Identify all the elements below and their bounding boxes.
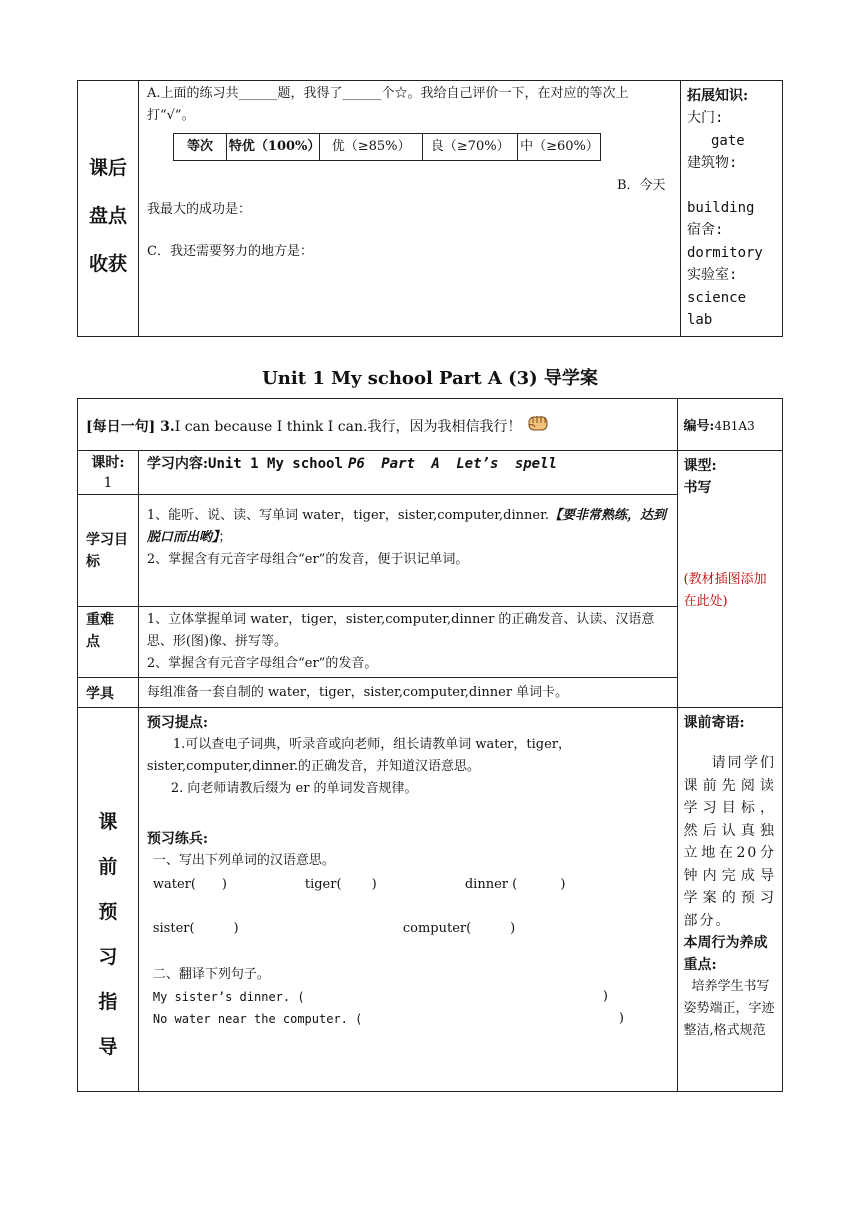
ext-title: 拓展知识: <box>687 88 749 104</box>
word-computer[interactable]: computer( ) <box>402 921 516 936</box>
keypoint-1: 1、立体掌握单词 water，tiger，sister,computer,dinner 的正确发音、认读、汉语意思、形(图)像、拼写等。 <box>146 612 655 649</box>
preview-side-char: 前 <box>98 856 118 878</box>
sentence-1-close: ) <box>602 989 608 1004</box>
word-sister[interactable]: sister( ) <box>152 921 239 936</box>
ext-item: 大门: <box>687 110 724 126</box>
grade-fair-label: 中（≥60%） <box>520 139 599 154</box>
goals-label: 学习目标 <box>86 531 128 570</box>
practice-title: 预习练兵: <box>146 831 209 847</box>
habit-text: 培养学生书写姿势端正，字迹整洁,格式规范 <box>683 979 775 1038</box>
goal-1-emphasis: 【要非常熟练，达到脱口而出哟】 <box>146 508 667 545</box>
keypoints-cell <box>138 607 677 678</box>
content-cell <box>138 451 677 495</box>
tools-text: 每组准备一套自制的 water，tiger，sister,computer,dinner 单词卡。 <box>146 684 569 700</box>
sentence-2[interactable]: No water near the computer. ( <box>152 1012 363 1026</box>
review-line-b-end: B．今天 <box>617 178 666 193</box>
goal-2: 2、掌握含有元音字母组合“er”的发音，便于识记单词。 <box>146 552 469 567</box>
hour-label: 课时: <box>91 455 125 471</box>
code-cell <box>677 399 782 451</box>
tools-cell <box>138 678 677 708</box>
type-cell <box>677 451 782 708</box>
habit-title: 本周行为养成重点: <box>683 935 768 973</box>
review-side-label <box>78 81 138 288</box>
review-side-cell <box>78 81 139 337</box>
content-label: 学习内容: <box>146 456 209 472</box>
review-line-a: A.上面的练习共______题，我得了______个☆。我给自己评价一下，在对应的等次上打“√”。 <box>147 86 629 123</box>
keypoints-label: 重难点 <box>86 612 114 650</box>
content-italic: P6 Part A Let’s spell <box>347 456 557 472</box>
grade-top[interactable] <box>226 134 319 161</box>
review-line-b: 我最大的成功是： <box>147 202 252 217</box>
question-1: 一、写出下列单词的汉语意思。 <box>152 853 335 868</box>
code-label: 编号: <box>683 419 715 434</box>
preview-side-label <box>78 708 138 1070</box>
ext-item: lab <box>687 312 713 328</box>
grade-excellent-label: 优（≥85%） <box>331 139 411 154</box>
goals-label-cell <box>78 495 139 607</box>
word-tiger[interactable]: tiger( ) <box>304 877 377 892</box>
review-side-char: 收获 <box>88 253 127 275</box>
word-dinner[interactable]: dinner ( ) <box>464 877 566 892</box>
grade-good-label: 良（≥70%） <box>430 139 510 154</box>
goals-cell <box>138 495 677 607</box>
type-value: 书写 <box>683 480 712 496</box>
daily-label: [每日一句] 3. <box>86 418 175 435</box>
preview-cell <box>138 708 677 1092</box>
ext-item: science <box>687 289 747 306</box>
ext-item: dormitory <box>687 244 763 261</box>
preview-side-char: 习 <box>98 946 118 968</box>
tools-label-cell <box>78 678 139 708</box>
keypoints-label-cell <box>78 607 139 678</box>
type-label: 课型: <box>683 458 717 474</box>
daily-text: I can because I think I can.我行，因为我相信我行！ <box>174 418 522 435</box>
hour-value: 1 <box>103 475 113 491</box>
goal-1-end: ； <box>218 530 232 545</box>
extension-cell <box>681 81 783 337</box>
tip-2: 2. 向老师请教后缀为 er 的单词发音规律。 <box>170 781 418 796</box>
hour-cell <box>78 451 139 495</box>
tips-title: 预习提点: <box>146 715 209 731</box>
sentence-2-close: ) <box>618 1011 624 1026</box>
review-main-cell <box>139 81 681 337</box>
code-value: 4B1A3 <box>714 419 755 433</box>
worksheet-table <box>77 398 783 1092</box>
keypoint-2: 2、掌握含有元音字母组合“er”的发音。 <box>146 656 378 671</box>
message-cell <box>677 708 782 1092</box>
review-line-c: C．我还需要努力的地方是： <box>147 244 313 259</box>
review-table <box>77 80 783 337</box>
page-title: Unit 1 My school Part A (3) 导学案 <box>262 368 598 389</box>
image-note: (教材插图添加在此处) <box>683 572 767 609</box>
grade-table <box>173 133 601 161</box>
question-2: 二、翻译下列句子。 <box>152 967 270 982</box>
content-value: Unit 1 My school <box>208 456 343 472</box>
ext-item: 建筑物: <box>687 155 738 171</box>
review-side-char: 课后 <box>88 157 127 179</box>
grade-top-label: 特优（100%） <box>228 139 321 154</box>
tools-label: 学具 <box>86 685 114 702</box>
review-side-char: 盘点 <box>88 205 127 227</box>
preview-side-char: 预 <box>98 901 118 923</box>
pre-message: 请同学们课前先阅读学习目标，然后认真独立地在20分钟内完成导学案的预习部分。 <box>683 755 776 929</box>
ext-item: 实验室: <box>687 267 738 283</box>
ext-item: gate <box>711 132 745 149</box>
pre-message-title: 课前寄语: <box>683 715 745 731</box>
grade-excellent[interactable] <box>319 134 422 161</box>
ext-list <box>687 107 776 332</box>
daily-sentence-cell <box>78 399 678 451</box>
preview-side-char: 导 <box>98 1036 118 1058</box>
ext-item: 宿舍: <box>687 222 724 238</box>
ext-item: building <box>687 199 755 216</box>
goal-1: 1、能听、说、读、写单词 water，tiger，sister,computer,dinner. <box>146 508 550 523</box>
grade-header: 等次 <box>174 134 227 161</box>
word-water[interactable]: water( ) <box>152 877 227 892</box>
preview-side-char: 指 <box>98 991 118 1013</box>
preview-side-char: 课 <box>98 811 118 833</box>
grade-fair[interactable] <box>518 134 601 161</box>
fist-icon <box>527 413 549 437</box>
tip-1: 1.可以查电子词典，听录音或向老师，组长请教单词 water，tiger，sister,computer,dinner.的正确发音，并知道汉语意思。 <box>146 737 572 774</box>
sentence-1[interactable]: My sister’s dinner. ( <box>152 990 305 1004</box>
preview-side-cell <box>78 708 139 1092</box>
grade-good[interactable] <box>423 134 518 161</box>
